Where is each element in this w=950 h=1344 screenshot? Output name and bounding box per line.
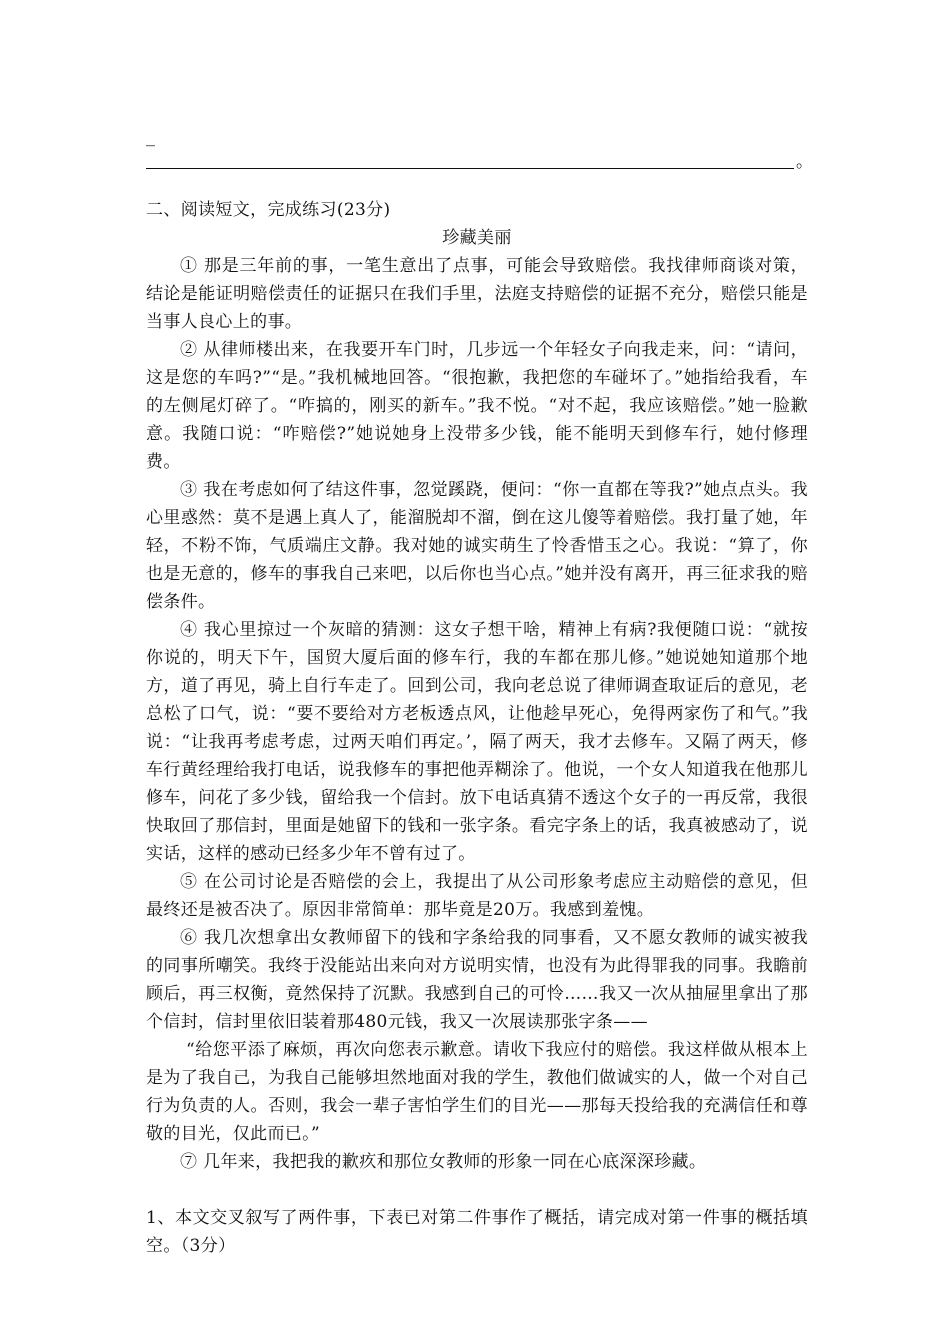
reading-section — [146, 196, 808, 1260]
article-paragraph-2: ② 从律师楼出来，在我要开车门时，几步远一个年轻女子向我走来，问：“请问，这是您的车吗?”“是。”我机械地回答。“很抱歉，我把您的车碰坏了。”她指给我看，车的左侧尾灯碎了。“咋搞的，刚买的新车。”我不悦。“对不起，我应该赔偿。”她一脸歉意。我随口说：“咋赔偿?”她说她身上没带多少钱，能不能明天到修车行，她付修理费。 — [146, 340, 808, 472]
answer-dash-mark: _ — [146, 126, 155, 147]
article-paragraph-1: ① 那是三年前的事，一笔生意出了点事，可能会导致赔偿。我找律师商谈对策，结论是能证明赔偿责任的证据只在我们手里，法庭支持赔偿的证据不充分，赔偿只能是当事人良心上的事。 — [146, 256, 808, 332]
article-paragraph-4: ④ 我心里掠过一个灰暗的猜测：这女子想干啥，精神上有病?我便随口说：“就按你说的，明天下午，国贸大厦后面的修车行，我的车都在那儿修。”她说她知道那个地方，道了再见，骑上自行车走了。回到公司，我向老总说了律师调查取证后的意见，老总松了口气，说：“要不要给对方老板透点风，让他趁早死心，免得两家伤了和气。”我说：“让我再考虑考虑，过两天咱们再定。’，隔了两天，我才去修车。又隔了两天，修车行黄经理给我打电话，说我修车的事把他弄糊涂了。他说，一个女人知道我在他那儿修车，问花了多少钱，留给我一个信封。放下电话真猜不透这个女子的一再反常，我很快取回了那信封，里面是她留下的钱和一张字条。看完字条上的话，我真被感动了，说实话，这样的感动已经多少年不曾有过了。 — [146, 620, 808, 864]
article-paragraph-7: ⑦ 几年来，我把我的歉疚和那位女教师的形象一同在心底深深珍藏。 — [180, 1152, 707, 1172]
question-1: 1、本文交叉叙写了两件事，下表已对第二件事作了概括，请完成对第一件事的概括填空。（3分） — [146, 1208, 808, 1256]
article-paragraph-3: ③ 我在考虑如何了结这件事，忽觉蹊跷，便问：“你一直都在等我?”她点点头。我心里惑然：莫不是遇上真人了，能溜脱却不溜，倒在这儿傻等着赔偿。我打量了她，年轻，不粉不饰，气质端庄文静。我对她的诚实萌生了怜香惜玉之心。我说：“算了，你也是无意的，修车的事我自己来吧，以后你也当心点。”她并没有离开，再三征求我的赔偿条件。 — [146, 480, 808, 612]
answer-blank-line — [146, 168, 794, 169]
spacer — [146, 1176, 808, 1204]
article-paragraph-6: ⑥ 我几次想拿出女教师留下的钱和字条给我的同事看，又不愿女教师的诚实被我的同事所嘲笑。我终于没能站出来向对方说明实情，也没有为此得罪我的同事。我瞻前顾后，再三权衡，竟然保持了沉默。我感到自己的可怜……我又一次从抽屉里拿出了那个信封，信封里依旧装着那480元钱，我又一次展读那张字条—— — [146, 928, 808, 1032]
section-title: 二、阅读短文，完成练习(23分) — [146, 200, 391, 220]
article-title: 珍藏美丽 — [442, 228, 512, 248]
answer-end-mark: 。 — [796, 152, 813, 172]
article-paragraph-5: ⑤ 在公司讨论是否赔偿的会上，我提出了从公司形象考虑应主动赔偿的意见，但最终还是被否决了。原因非常简单：那毕竟是20万。我感到羞愧。 — [146, 872, 808, 920]
teacher-note-quote: “给您平添了麻烦，再次向您表示歉意。请收下我应付的赔偿。我这样做从根本上是为了我自己，为我自己能够坦然地面对我的学生，教他们做诚实的人，做一个对自己行为负责的人。否则，我会一辈子害怕学生们的目光——那每天投给我的充满信任和尊敬的目光，仅此而已。” — [146, 1040, 808, 1144]
